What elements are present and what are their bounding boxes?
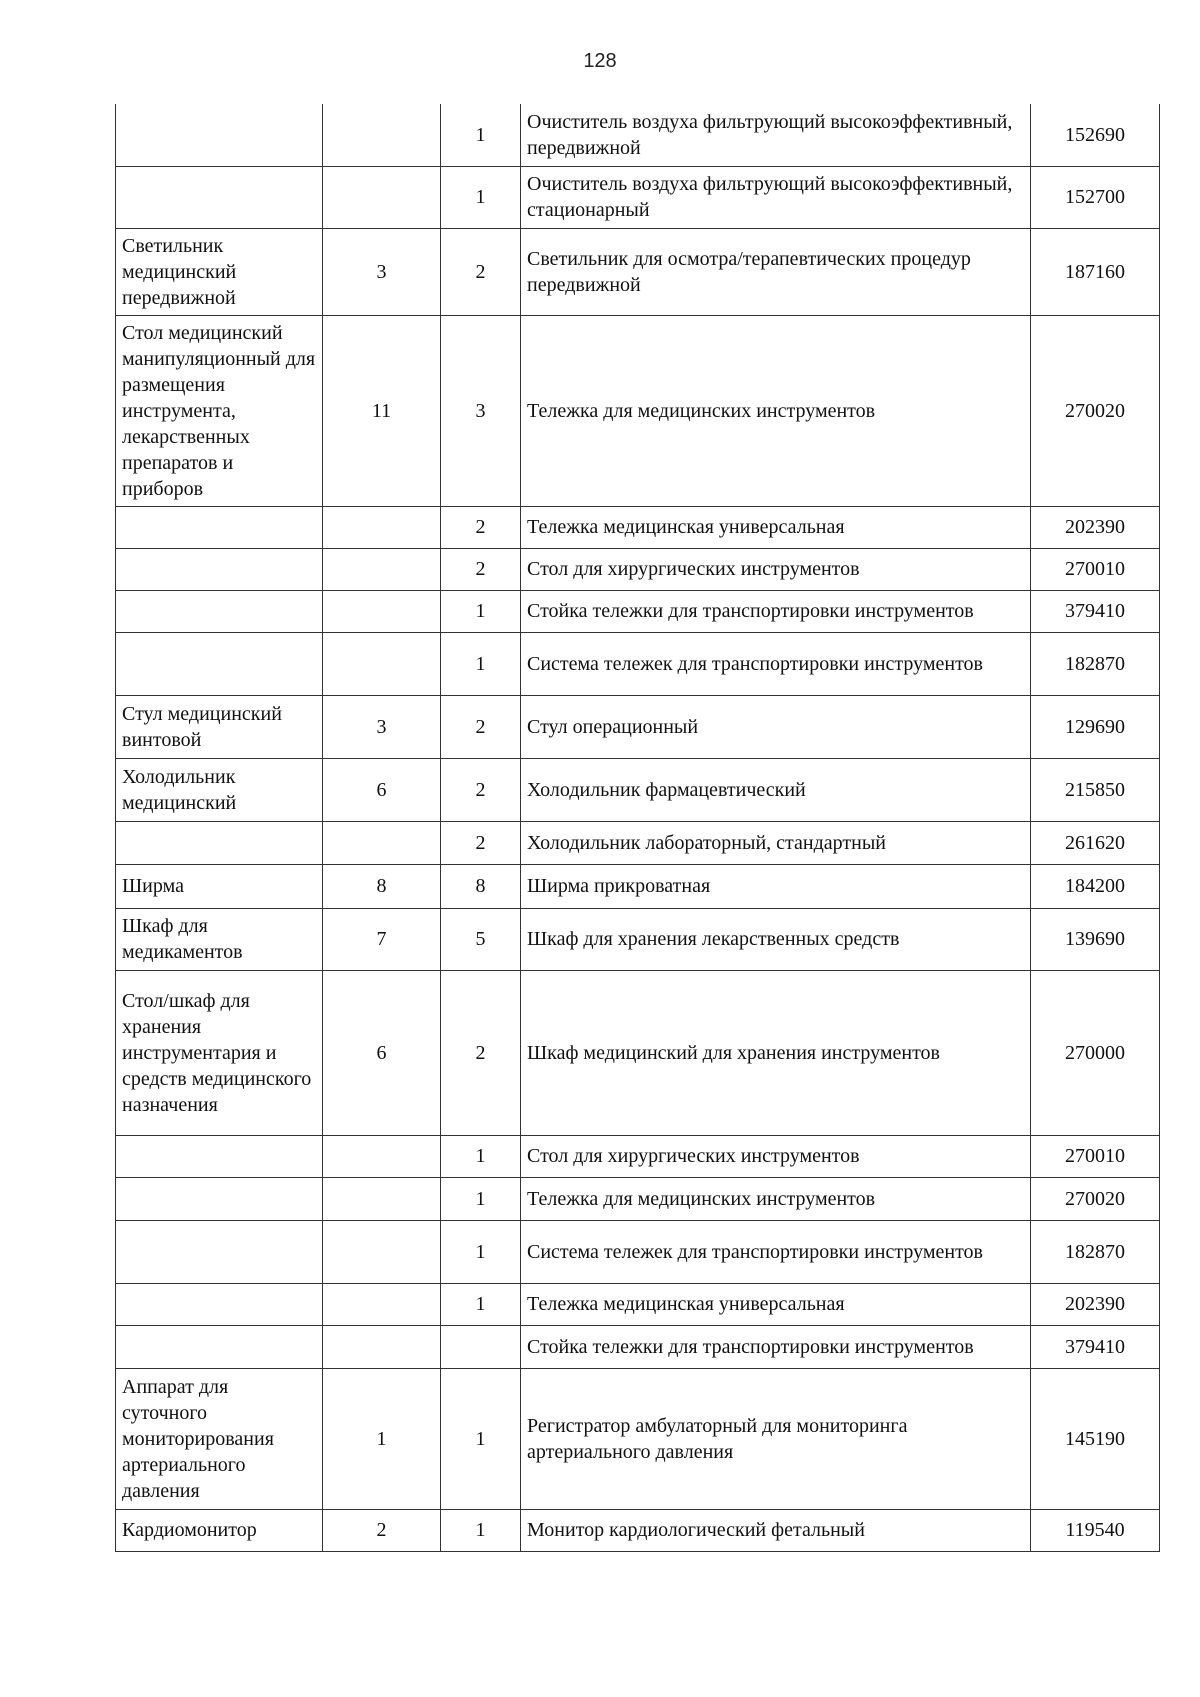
- item-code-cell: 270010: [1031, 548, 1160, 590]
- required-quantity-cell: [323, 1283, 441, 1325]
- table-row: [116, 1283, 1160, 1325]
- required-quantity-cell: [323, 632, 441, 695]
- equipment-name-cell: [116, 1135, 323, 1177]
- item-quantity-cell: 2: [441, 970, 521, 1135]
- item-quantity-cell: 1: [441, 1220, 521, 1283]
- required-quantity-cell: 6: [323, 970, 441, 1135]
- required-quantity-cell: 8: [323, 864, 441, 908]
- item-description-cell: Тележка медицинская универсальная: [521, 1283, 1031, 1325]
- item-description-cell: Очиститель воздуха фильтрующий высокоэффективный, стационарный: [521, 166, 1031, 228]
- table-row: [116, 970, 1160, 1135]
- required-quantity-cell: 7: [323, 908, 441, 970]
- equipment-name-cell: [116, 166, 323, 228]
- item-quantity-cell: 8: [441, 864, 521, 908]
- equipment-name-cell: Стул медицинский винтовой: [116, 695, 323, 758]
- item-description-cell: Тележка для медицинских инструментов: [521, 315, 1031, 506]
- item-quantity-cell: [441, 1325, 521, 1368]
- item-description-cell: Система тележек для транспортировки инструментов: [521, 632, 1031, 695]
- item-description-cell: Монитор кардиологический фетальный: [521, 1509, 1031, 1551]
- item-description-cell: Тележка медицинская универсальная: [521, 506, 1031, 548]
- required-quantity-cell: [323, 506, 441, 548]
- required-quantity-cell: [323, 590, 441, 632]
- required-quantity-cell: 3: [323, 228, 441, 315]
- item-code-cell: 152700: [1031, 166, 1160, 228]
- table-row: [116, 864, 1160, 908]
- item-code-cell: 145190: [1031, 1368, 1160, 1509]
- equipment-name-cell: [116, 1325, 323, 1368]
- table-row: [116, 632, 1160, 695]
- equipment-name-cell: Аппарат для суточного мониторирования артериального давления: [116, 1368, 323, 1509]
- item-description-cell: Регистратор амбулаторный для мониторинга артериального давления: [521, 1368, 1031, 1509]
- item-quantity-cell: 1: [441, 1135, 521, 1177]
- equipment-name-cell: [116, 1283, 323, 1325]
- item-quantity-cell: 1: [441, 632, 521, 695]
- item-description-cell: Очиститель воздуха фильтрующий высокоэффективный, передвижной: [521, 104, 1031, 166]
- item-code-cell: 139690: [1031, 908, 1160, 970]
- equipment-name-cell: [116, 1177, 323, 1220]
- equipment-name-cell: [116, 506, 323, 548]
- equipment-name-cell: [116, 821, 323, 864]
- item-description-cell: Стул операционный: [521, 695, 1031, 758]
- item-quantity-cell: 1: [441, 166, 521, 228]
- table-row: [116, 908, 1160, 970]
- equipment-name-cell: Ширма: [116, 864, 323, 908]
- required-quantity-cell: [323, 821, 441, 864]
- item-code-cell: 270020: [1031, 315, 1160, 506]
- item-code-cell: 202390: [1031, 506, 1160, 548]
- equipment-name-cell: Кардиомонитор: [116, 1509, 323, 1551]
- table-row: [116, 1135, 1160, 1177]
- equipment-name-cell: [116, 1220, 323, 1283]
- equipment-table: [115, 104, 1160, 1552]
- table-row: [116, 590, 1160, 632]
- item-description-cell: Система тележек для транспортировки инструментов: [521, 1220, 1031, 1283]
- equipment-name-cell: Стол медицинский манипуляционный для размещения инструмента, лекарственных препаратов и приборов: [116, 315, 323, 506]
- required-quantity-cell: 6: [323, 758, 441, 821]
- equipment-name-cell: Стол/шкаф для хранения инструментария и средств медицинского назначения: [116, 970, 323, 1135]
- table-row: [116, 548, 1160, 590]
- item-description-cell: Светильник для осмотра/терапевтических процедур передвижной: [521, 228, 1031, 315]
- table-row: [116, 1220, 1160, 1283]
- table-row: [116, 228, 1160, 315]
- item-quantity-cell: 5: [441, 908, 521, 970]
- item-description-cell: Шкаф для хранения лекарственных средств: [521, 908, 1031, 970]
- item-description-cell: Шкаф медицинский для хранения инструментов: [521, 970, 1031, 1135]
- item-quantity-cell: 1: [441, 104, 521, 166]
- item-code-cell: 129690: [1031, 695, 1160, 758]
- item-quantity-cell: 1: [441, 1177, 521, 1220]
- table-row: [116, 1368, 1160, 1509]
- required-quantity-cell: 3: [323, 695, 441, 758]
- table-row: [116, 695, 1160, 758]
- required-quantity-cell: [323, 1220, 441, 1283]
- item-description-cell: Стол для хирургических инструментов: [521, 548, 1031, 590]
- required-quantity-cell: [323, 1135, 441, 1177]
- item-description-cell: Стойка тележки для транспортировки инструментов: [521, 1325, 1031, 1368]
- page-number: 128: [583, 50, 617, 72]
- item-description-cell: Ширма прикроватная: [521, 864, 1031, 908]
- equipment-name-cell: [116, 590, 323, 632]
- equipment-name-cell: [116, 632, 323, 695]
- table-row: [116, 758, 1160, 821]
- item-quantity-cell: 1: [441, 1283, 521, 1325]
- table-row: [116, 166, 1160, 228]
- item-description-cell: Тележка для медицинских инструментов: [521, 1177, 1031, 1220]
- required-quantity-cell: [323, 1325, 441, 1368]
- item-quantity-cell: 2: [441, 506, 521, 548]
- item-description-cell: Стол для хирургических инструментов: [521, 1135, 1031, 1177]
- table-row: [116, 1177, 1160, 1220]
- required-quantity-cell: 2: [323, 1509, 441, 1551]
- item-code-cell: 182870: [1031, 632, 1160, 695]
- item-quantity-cell: 2: [441, 821, 521, 864]
- required-quantity-cell: 11: [323, 315, 441, 506]
- item-quantity-cell: 2: [441, 758, 521, 821]
- required-quantity-cell: [323, 1177, 441, 1220]
- item-quantity-cell: 2: [441, 695, 521, 758]
- item-description-cell: Холодильник лабораторный, стандартный: [521, 821, 1031, 864]
- item-code-cell: 184200: [1031, 864, 1160, 908]
- table-row: [116, 506, 1160, 548]
- item-description-cell: Холодильник фармацевтический: [521, 758, 1031, 821]
- item-code-cell: 187160: [1031, 228, 1160, 315]
- item-code-cell: 119540: [1031, 1509, 1160, 1551]
- table-row: [116, 315, 1160, 506]
- equipment-name-cell: Шкаф для медикаментов: [116, 908, 323, 970]
- required-quantity-cell: [323, 104, 441, 166]
- table-row: [116, 104, 1160, 166]
- item-quantity-cell: 2: [441, 228, 521, 315]
- item-quantity-cell: 3: [441, 315, 521, 506]
- required-quantity-cell: [323, 166, 441, 228]
- item-quantity-cell: 2: [441, 548, 521, 590]
- item-code-cell: 379410: [1031, 1325, 1160, 1368]
- item-code-cell: 270010: [1031, 1135, 1160, 1177]
- item-code-cell: 379410: [1031, 590, 1160, 632]
- item-code-cell: 182870: [1031, 1220, 1160, 1283]
- item-code-cell: 261620: [1031, 821, 1160, 864]
- item-code-cell: 215850: [1031, 758, 1160, 821]
- item-quantity-cell: 1: [441, 1509, 521, 1551]
- item-code-cell: 270020: [1031, 1177, 1160, 1220]
- table-row: [116, 1509, 1160, 1551]
- equipment-name-cell: Холодильник медицинский: [116, 758, 323, 821]
- required-quantity-cell: [323, 548, 441, 590]
- equipment-name-cell: [116, 104, 323, 166]
- equipment-table-body: [116, 104, 1160, 1551]
- table-row: [116, 1325, 1160, 1368]
- item-code-cell: 202390: [1031, 1283, 1160, 1325]
- item-description-cell: Стойка тележки для транспортировки инструментов: [521, 590, 1031, 632]
- item-quantity-cell: 1: [441, 590, 521, 632]
- item-code-cell: 152690: [1031, 104, 1160, 166]
- equipment-name-cell: [116, 548, 323, 590]
- equipment-name-cell: Светильник медицинский передвижной: [116, 228, 323, 315]
- item-code-cell: 270000: [1031, 970, 1160, 1135]
- required-quantity-cell: 1: [323, 1368, 441, 1509]
- item-quantity-cell: 1: [441, 1368, 521, 1509]
- table-row: [116, 821, 1160, 864]
